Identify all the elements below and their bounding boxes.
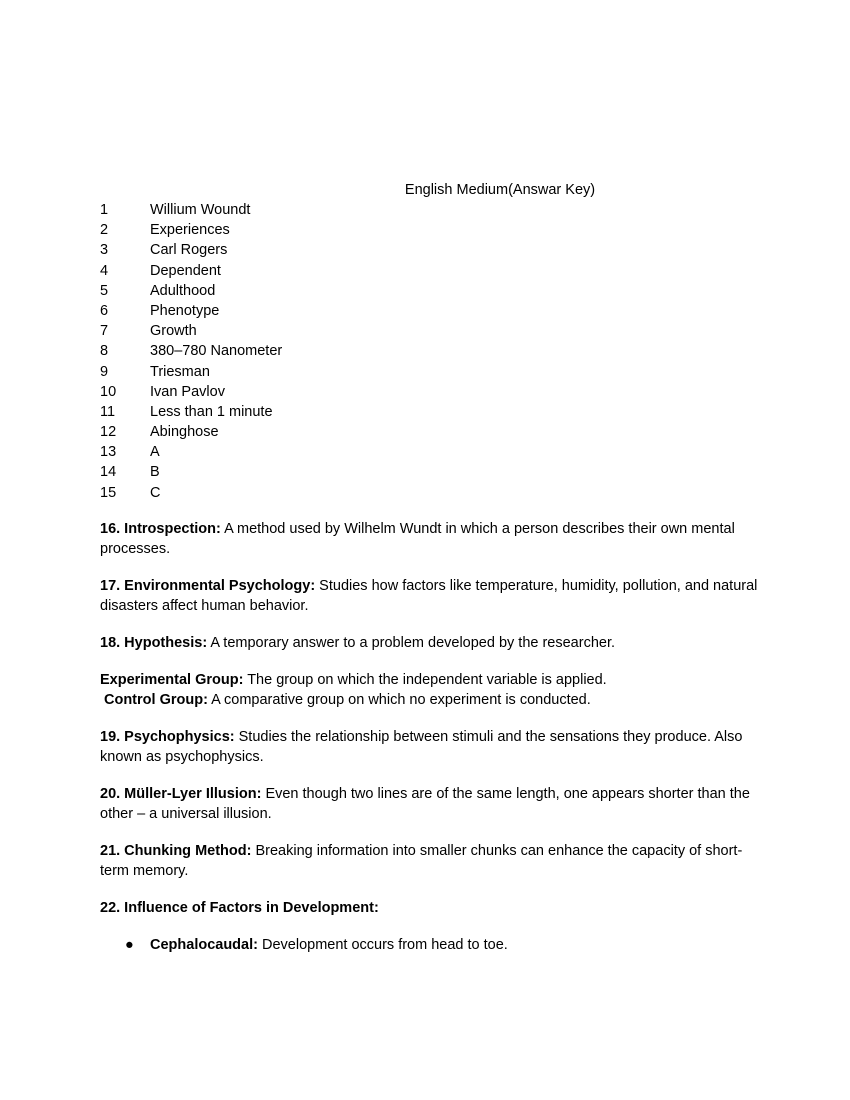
answer-definition: Studies how factors like temperature, humidity, pollution, and natural disasters affect human behavior. [100,578,758,614]
question-number: 4 [100,262,109,279]
list-item [125,935,760,955]
answer-definition: The group on which the independent variable is applied. [243,672,607,688]
answer-key-row [100,321,282,341]
question-number: 14 [100,464,117,481]
answer-text: Dependent [150,262,221,279]
answer-text: Willium Woundt [150,202,251,218]
answer-text: Less than 1 minute [150,403,273,420]
answer-term: 19. Psychophysics: [100,729,235,745]
answer-key-row [100,261,282,281]
question-number: 13 [100,444,117,461]
question-number: 8 [100,343,109,360]
answer-text: C [150,484,161,501]
answer-text: Carl Rogers [150,242,228,259]
answer-key-row [100,382,282,402]
development-bullet-list [100,935,760,955]
question-number: 12 [100,424,117,441]
question-number: 3 [100,242,109,259]
question-number: 5 [100,282,109,299]
answer-term: 20. Müller-Lyer Illusion: [100,786,262,802]
answer-text: Adulthood [150,282,216,299]
answer-16 [100,519,760,559]
answer-term: 22. Influence of Factors in Development: [100,900,379,916]
answer-key-list [100,200,282,503]
question-number: 2 [100,222,109,239]
answer-term: Experimental Group: [100,672,244,688]
answer-term: 18. Hypothesis: [100,635,208,651]
answer-definition: A comparative group on which no experiment is conducted. [207,692,591,708]
answer-definition: A method used by Wilhelm Wundt in which a person describes their own mental processes. [100,521,735,557]
answer-17 [100,576,760,616]
answer-text: Experiences [150,222,230,239]
answer-text: B [150,464,160,481]
answer-text: Phenotype [150,302,220,319]
answer-text: Growth [150,323,197,340]
answer-key-row [100,240,282,260]
answer-19 [100,727,760,767]
answer-text: Triesman [150,363,210,380]
answer-key-row [100,402,282,422]
answer-text: 380–780 Nanometer [150,343,283,360]
question-number: 9 [100,363,109,380]
answer-term: 17. Environmental Psychology: [100,578,316,594]
question-number: 6 [100,302,109,319]
question-number: 10 [100,383,117,400]
answer-key-row [100,220,282,240]
answer-key-row [100,362,282,382]
question-number: 15 [100,484,117,501]
answer-key-row [100,442,282,462]
question-number: 1 [100,202,109,218]
answer-definition: Development occurs from head to toe. [257,937,508,953]
answer-key-row [100,200,282,220]
answer-key-row [100,281,282,301]
answer-term: Control Group: [104,692,208,708]
answer-22 [100,898,760,918]
answer-term: Cephalocaudal: [150,937,258,953]
answer-key-row [100,341,282,361]
answer-definition: Breaking information into smaller chunks can enhance the capacity of short-term memory. [100,843,743,879]
answer-groups [100,670,760,710]
answer-term: 21. Chunking Method: [100,843,252,859]
answer-term: 16. Introspection: [100,521,221,537]
answer-text: Abinghose [150,424,219,441]
answer-21 [100,841,760,881]
descriptive-answers [100,519,760,955]
answer-definition: Studies the relationship between stimuli and the sensations they produce. Also known as psychophysics. [100,729,743,765]
answer-key-row [100,462,282,482]
page-title: English Medium(Answar Key) [404,182,596,198]
answer-key-row [100,301,282,321]
answer-definition: Even though two lines are of the same length, one appears shorter than the other – a universal illusion. [100,786,750,822]
answer-definition: A temporary answer to a problem developed by the researcher. [207,635,616,651]
bullet-icon: ● [125,937,134,953]
answer-18 [100,633,760,653]
question-number: 11 [100,403,116,420]
answer-text: A [150,444,160,461]
question-number: 7 [100,323,109,340]
answer-text: Ivan Pavlov [150,383,225,400]
answer-20 [100,784,760,824]
answer-key-row [100,422,282,442]
answer-key-row [100,483,282,503]
